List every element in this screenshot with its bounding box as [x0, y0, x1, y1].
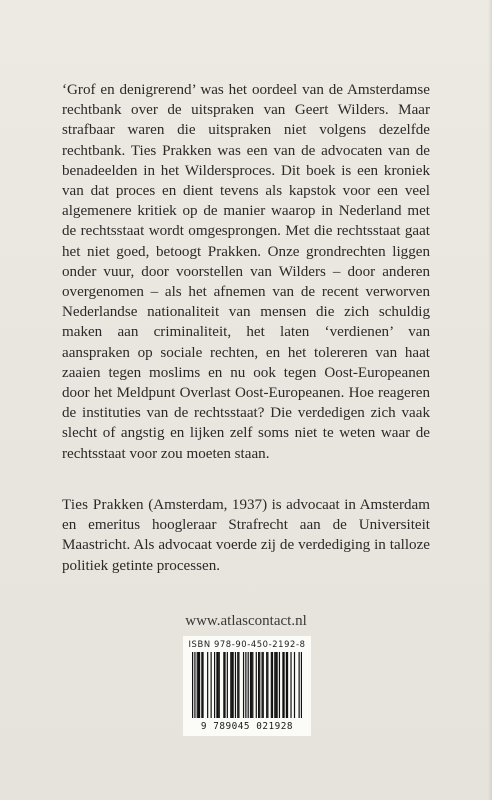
barcode-bar — [211, 652, 212, 718]
barcode-bar — [294, 652, 295, 718]
barcode-bar — [201, 652, 202, 718]
barcode-bar — [235, 652, 236, 718]
barcode-bar — [230, 652, 231, 718]
barcode-bar — [258, 652, 259, 718]
barcode-bar — [216, 652, 217, 718]
barcode-bar — [197, 652, 198, 718]
barcode-bar — [227, 652, 228, 718]
barcode-bar — [237, 652, 238, 718]
barcode-bar — [252, 652, 253, 718]
barcode-bar — [250, 652, 251, 718]
barcode-bar — [301, 652, 302, 718]
barcode-bar — [243, 652, 244, 718]
barcode-bar — [231, 652, 232, 718]
blurb-paragraph: ‘Grof en denigrerend’ was het oordeel van de Amsterdamse rechtbank over de uitspraken van Geert Wilders. Maar strafbaar waren die uitspraken niet volgens dezelfde rechtbank. Ties Prakken was een van de advocaten van de benadeelden in het Wildersproces. Dit boek is een kroniek van dat proces en dient tevens als kapstok voor een veel algemenere kritiek op de manier waarop in Nederland met de rechtsstaat wordt omgesprongen. Met die rechtsstaat gaat het niet goed, betoogt Prakken. Onze grondrechten liggen onder vuur, door voorstellen van Wilders – door anderen overgenomen – als het afnemen van de recent verworven Nederlandse nationaliteit van mensen die zich schuldig maken aan criminaliteit, het laten ‘verdienen’ van aanspraken op sociale rechten, en het tolereren van haat zaaien tegen moslims en nu ook tegen Oost-Europeanen door het Meldpunt Overlast Oost-Europeanen. Hoe reageren de instituties van de rechtsstaat? Die verdedigen zich vaak slecht of angstig en lijken zelf soms niet te weten waar de rechtsstaat voor zou moeten staan. — [62, 82, 430, 462]
barcode-bar — [286, 652, 287, 718]
edge-shadow — [488, 0, 492, 800]
barcode-bar — [279, 652, 280, 718]
barcode-bar — [214, 652, 215, 718]
barcode-bar — [299, 652, 300, 718]
barcode-bar — [287, 652, 288, 718]
barcode-bar — [266, 652, 267, 718]
barcode-bar — [275, 652, 276, 718]
isbn-barcode-label — [183, 636, 311, 736]
barcode-bar — [219, 652, 220, 718]
barcode-bar — [283, 652, 284, 718]
barcode-bar — [271, 652, 272, 718]
barcode-bar — [194, 652, 195, 718]
barcode-digits: 9 789045 021928 — [200, 721, 294, 732]
barcode-bar — [248, 652, 249, 718]
author-name: Ties Prakken — [62, 497, 144, 513]
barcode-bar — [277, 652, 278, 718]
barcode-bar — [224, 652, 225, 718]
barcode-bar — [199, 652, 200, 718]
publisher-website: www.atlascontact.nl — [185, 613, 307, 629]
barcode-bar — [207, 652, 208, 718]
barcode-bar — [267, 652, 268, 718]
barcode-bar — [223, 652, 224, 718]
barcode-bar — [251, 652, 252, 718]
barcode-bar — [192, 652, 193, 718]
barcode-bar — [198, 652, 199, 718]
barcode-bar — [217, 652, 218, 718]
barcode-bar — [272, 652, 273, 718]
barcode-bar — [202, 652, 203, 718]
barcode-bar — [282, 652, 283, 718]
barcode-bar — [290, 652, 291, 718]
barcode-bar — [259, 652, 260, 718]
barcode-bar — [233, 652, 234, 718]
barcode-bar — [274, 652, 275, 718]
isbn-number: ISBN 978-90-450-2192-8 — [188, 639, 306, 649]
barcode-bar — [238, 652, 239, 718]
barcode-icon — [192, 652, 302, 718]
author-bio-text: (Amsterdam, 1937) is advocaat in Amsterdam en emeritus hoogleraar Strafrecht aan de Universiteit Maastricht. Als advocaat voerde zij de verdediging in talloze politiek getinte processen. — [62, 497, 430, 574]
barcode-bar — [256, 652, 257, 718]
barcode-bar — [261, 652, 262, 718]
barcode-bar — [245, 652, 246, 718]
barcode-bar — [263, 652, 264, 718]
author-bio — [62, 495, 430, 576]
